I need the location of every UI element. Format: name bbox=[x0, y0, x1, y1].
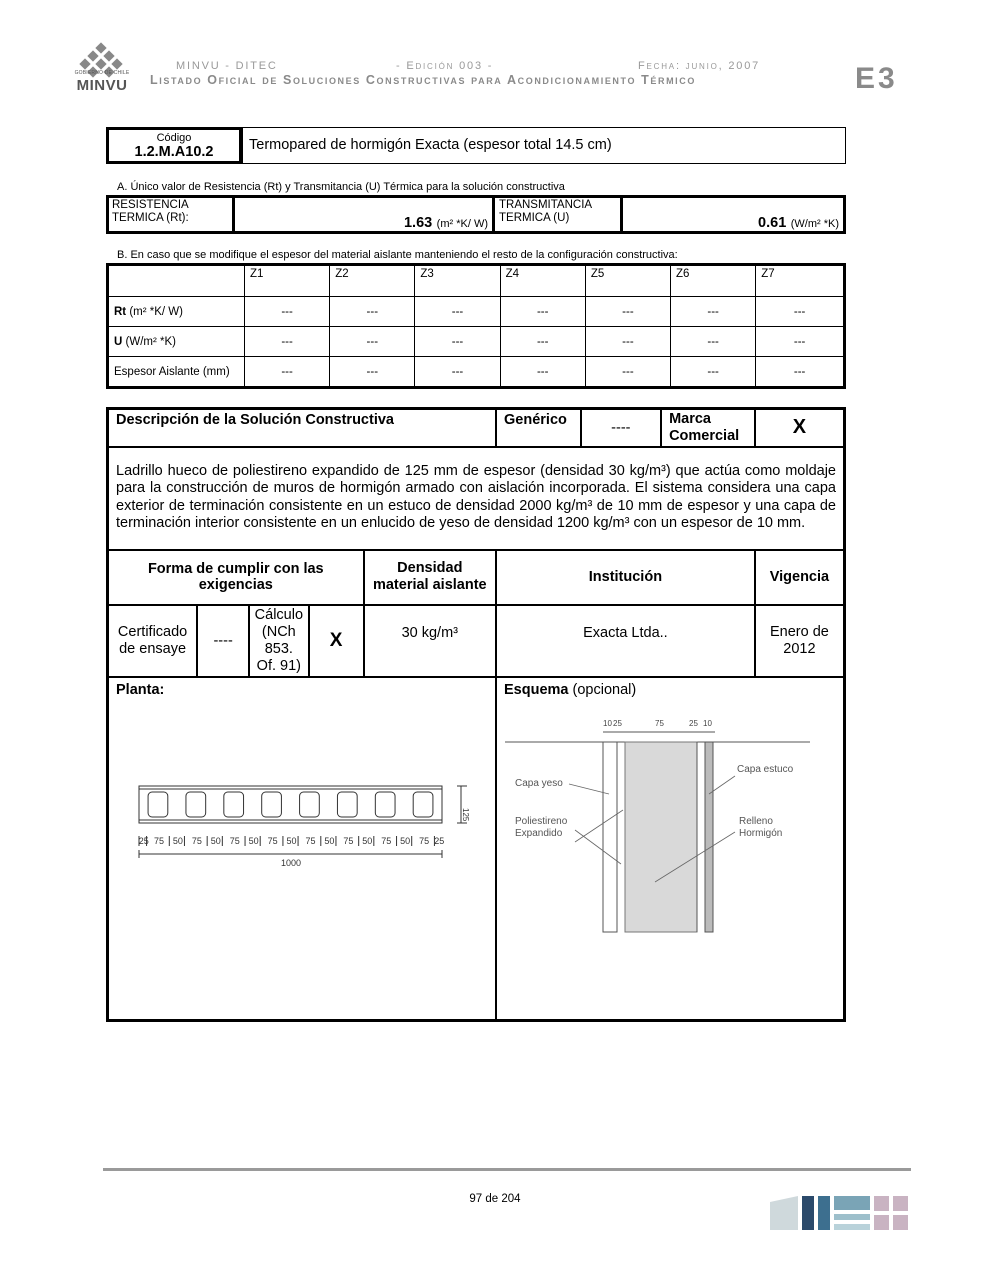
plan-cavity bbox=[413, 792, 433, 817]
section-code: E3 bbox=[855, 62, 898, 95]
zone-header: Z6 bbox=[671, 265, 756, 297]
solution-header-row bbox=[108, 409, 845, 447]
zone-header: Z5 bbox=[585, 265, 670, 297]
drawings-row bbox=[108, 677, 845, 1021]
table-cell: --- bbox=[585, 357, 670, 388]
table-cell: --- bbox=[671, 357, 756, 388]
scheme-drawing bbox=[505, 714, 825, 944]
calc-value: X bbox=[309, 605, 364, 677]
code-label: Código bbox=[156, 132, 192, 144]
solution-description-row bbox=[108, 447, 845, 550]
scheme-label-poliestireno: Poliestireno bbox=[515, 815, 568, 827]
plan-height-dim: 125 bbox=[461, 807, 470, 821]
section-a-title: A. Único valor de Resistencia (Rt) y Transmitancia (U) Térmica para la solución constructiva bbox=[117, 181, 565, 193]
plan-cavity bbox=[148, 792, 168, 817]
solution-description: Ladrillo hueco de poliestireno expandido de 125 mm de espesor (densidad 30 kg/m³) que actúa como moldaje para la construcción de muros de hormigón armado con aislación incorporada. El sistema considera una capa exterior de terminación consistente en un estuco de densidad 2000 kg/m³ de 10 mm de espesor y una capa de terminación interior consistente en un enlucido de yeso de densidad 1200 kg/m³ con un espesor de 10 mm. bbox=[108, 447, 845, 550]
table-cell: --- bbox=[245, 297, 330, 327]
plan-cavity bbox=[300, 792, 320, 817]
plan-dim-label: 75 bbox=[419, 835, 430, 846]
table-cell: --- bbox=[585, 297, 670, 327]
generic-value: ---- bbox=[581, 409, 661, 447]
header-org: MINVU - DITEC bbox=[176, 60, 278, 72]
plan-outline bbox=[139, 786, 442, 823]
scheme-label-estuco: Capa estuco bbox=[737, 763, 794, 775]
plan-dim-label: 50 bbox=[400, 835, 411, 846]
plan-cavity bbox=[262, 792, 282, 817]
plan-dim-label: 75 bbox=[229, 835, 240, 846]
plan-dim-label: 50 bbox=[172, 835, 183, 846]
validity-heading: Vigencia bbox=[755, 550, 845, 605]
plan-dim-label: 50 bbox=[324, 835, 335, 846]
table-cell: --- bbox=[500, 357, 585, 388]
scheme-heading: Esquema bbox=[504, 681, 569, 698]
solution-table bbox=[106, 407, 846, 1022]
brand-value: X bbox=[755, 409, 845, 447]
header-date: Fecha: junio, 2007 bbox=[638, 60, 761, 72]
plan-dim-label: 75 bbox=[191, 835, 202, 846]
zone-header: Z7 bbox=[756, 265, 845, 297]
calc-label: Cálculo (NCh 853. Of. 91) bbox=[249, 605, 308, 677]
plan-total-dim: 1000 bbox=[281, 857, 302, 868]
table-cell: --- bbox=[756, 327, 845, 357]
scheme-dim-1: 10 bbox=[603, 718, 612, 728]
header-title: Listado Oficial de Soluciones Constructivas para Acondicionamiento Térmico bbox=[150, 73, 696, 87]
brand-label: Marca Comercial bbox=[661, 409, 755, 447]
plan-dim-label: 50 bbox=[248, 835, 259, 846]
table-cell: --- bbox=[585, 327, 670, 357]
requirements-row bbox=[108, 605, 845, 677]
plan-dim-label: 50 bbox=[286, 835, 297, 846]
scheme-optional: (opcional) bbox=[572, 681, 637, 698]
institution-heading: Institución bbox=[496, 550, 755, 605]
plan-heading: Planta: bbox=[116, 681, 165, 698]
zone-header: Z2 bbox=[330, 265, 415, 297]
plan-dim-label: 75 bbox=[267, 835, 278, 846]
footer-rule bbox=[103, 1168, 911, 1171]
scheme-dim-5: 10 bbox=[703, 718, 712, 728]
header-edition: - Edición 003 - bbox=[396, 60, 494, 72]
validity-value: Enero de 2012 bbox=[755, 605, 845, 677]
row-label: Rt (m² *K/ W) bbox=[108, 297, 245, 327]
section-b-title: B. En caso que se modifique el espesor del material aislante manteniendo el resto de la configuración constructiva: bbox=[117, 249, 678, 261]
logo-government-text: GOBIERNO DE CHILE bbox=[74, 70, 130, 76]
code-value: 1.2.M.A10.2 bbox=[134, 144, 214, 160]
scheme-label-expandido: Expandido bbox=[515, 827, 563, 839]
plan-dim-label: 50 bbox=[362, 835, 373, 846]
scheme-label-yeso: Capa yeso bbox=[515, 777, 563, 789]
table-cell: --- bbox=[500, 297, 585, 327]
zones-header-blank bbox=[108, 265, 245, 297]
u-value: 0.61 bbox=[758, 215, 787, 231]
table-cell: --- bbox=[245, 327, 330, 357]
rt-value: 1.63 bbox=[403, 215, 433, 231]
cert-label: Certificado de ensaye bbox=[108, 605, 198, 677]
rt-label: RESISTENCIA TERMICA (Rt): bbox=[112, 199, 189, 224]
row-label: U (W/m² *K) bbox=[108, 327, 245, 357]
table-cell: --- bbox=[415, 297, 500, 327]
scheme-label-relleno: Relleno bbox=[739, 815, 773, 827]
plan-dim-label: 25 bbox=[138, 835, 149, 846]
table-cell: --- bbox=[330, 357, 415, 388]
compliance-heading: Forma de cumplir con las exigencias bbox=[108, 550, 364, 605]
scheme-dim-2: 25 bbox=[613, 718, 622, 728]
zones-table bbox=[106, 263, 846, 389]
code-box bbox=[106, 127, 242, 164]
table-cell: --- bbox=[671, 327, 756, 357]
footer-decoration-icon bbox=[770, 1196, 908, 1230]
page-number: 97 de 204 bbox=[469, 1193, 521, 1205]
institution-value: Exacta Ltda.. bbox=[496, 605, 755, 677]
zone-header: Z1 bbox=[245, 265, 330, 297]
table-cell: --- bbox=[330, 297, 415, 327]
scheme-dim-3: 75 bbox=[655, 718, 664, 728]
generic-label: Genérico bbox=[496, 409, 581, 447]
table-cell: --- bbox=[671, 297, 756, 327]
scheme-label-hormigon: Hormigón bbox=[739, 827, 783, 839]
plan-cavity bbox=[224, 792, 244, 817]
code-description: Termopared de hormigón Exacta (espesor total 14.5 cm) bbox=[242, 127, 846, 164]
table-cell: --- bbox=[756, 297, 845, 327]
plan-cavity bbox=[186, 792, 206, 817]
scheme-cell bbox=[496, 677, 844, 1021]
plan-dim-label: 75 bbox=[343, 835, 354, 846]
plan-dim-label: 25 bbox=[434, 835, 445, 846]
description-heading: Descripción de la Solución Constructiva bbox=[108, 409, 497, 447]
zones-header-row bbox=[108, 265, 845, 297]
table-cell: --- bbox=[500, 327, 585, 357]
scheme-dim-4: 25 bbox=[689, 718, 698, 728]
thermal-values-box bbox=[106, 195, 846, 234]
table-cell: --- bbox=[415, 327, 500, 357]
zone-header: Z4 bbox=[500, 265, 585, 297]
table-row bbox=[108, 297, 845, 327]
rt-value-cell bbox=[232, 198, 492, 231]
u-label: TRANSMITANCIA TERMICA (U) bbox=[492, 198, 620, 231]
requirements-header-row bbox=[108, 550, 845, 605]
table-cell: --- bbox=[415, 357, 500, 388]
table-cell: --- bbox=[245, 357, 330, 388]
u-value-cell bbox=[620, 198, 843, 231]
zone-header: Z3 bbox=[415, 265, 500, 297]
rt-unit: (m² *K/ W) bbox=[436, 218, 488, 230]
plan-dim-label: 50 bbox=[210, 835, 221, 846]
density-value: 30 kg/m³ bbox=[364, 605, 496, 677]
plan-cell bbox=[108, 677, 497, 1021]
table-cell: --- bbox=[330, 327, 415, 357]
logo-minvu-text: MINVU bbox=[76, 77, 128, 94]
plan-dim-label: 75 bbox=[381, 835, 392, 846]
table-row bbox=[108, 357, 845, 388]
plan-drawing bbox=[131, 778, 509, 878]
row-label: Espesor Aislante (mm) bbox=[108, 357, 245, 388]
table-cell: --- bbox=[756, 357, 845, 388]
u-unit: (W/m² *K) bbox=[790, 218, 839, 230]
plan-cavity bbox=[337, 792, 357, 817]
density-heading: Densidad material aislante bbox=[364, 550, 496, 605]
cert-value: ---- bbox=[197, 605, 249, 677]
plan-cavity bbox=[375, 792, 395, 817]
plan-dim-label: 75 bbox=[153, 835, 164, 846]
table-row bbox=[108, 327, 845, 357]
plan-dim-label: 75 bbox=[305, 835, 316, 846]
